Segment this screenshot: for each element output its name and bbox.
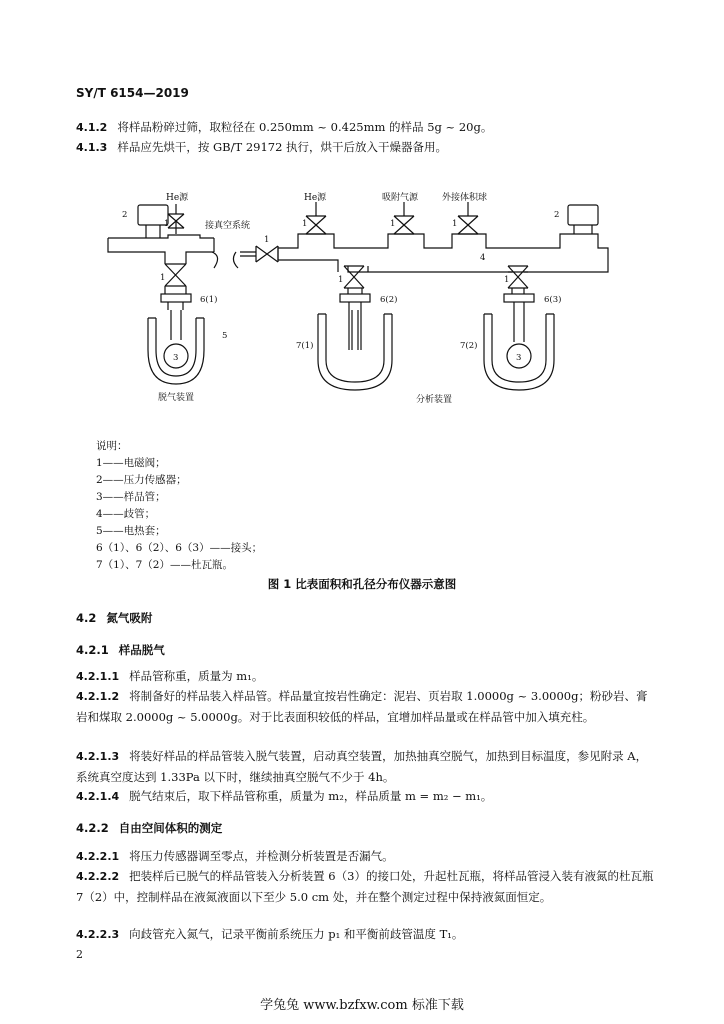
section-title: 自由空间体积的测定 — [118, 821, 223, 835]
clause-4-2-2-1 — [76, 846, 656, 867]
clause-number: 4.2.2.3 — [76, 928, 120, 941]
label-6-1: 6(1) — [200, 295, 218, 305]
clause-4-2-1-4 — [76, 786, 656, 807]
label-1-b: 1 — [302, 219, 308, 229]
label-1-g: 1 — [338, 275, 344, 285]
clause-number: 4.2.1.2 — [76, 690, 120, 703]
label-degas: 脱气装置 — [158, 393, 195, 403]
clause-number: 4.2.2.1 — [76, 850, 120, 863]
section-title: 样品脱气 — [118, 643, 165, 657]
label-1-c: 1 — [390, 219, 396, 229]
clause-4-1-3 — [76, 137, 656, 158]
label-4: 4 — [480, 253, 486, 263]
clause-number: 4.2.1.1 — [76, 670, 120, 683]
legend-item: 1——电磁阀； — [96, 457, 166, 469]
section-4-2-2 — [76, 818, 656, 838]
clause-text: 将压力传感器调至零点，并检测分析装置是否漏气。 — [129, 849, 394, 863]
figure-legend — [96, 438, 262, 574]
label-2-left: 2 — [122, 210, 128, 220]
section-number: 4.2.2 — [76, 821, 109, 835]
clause-text: 向歧管充入氮气，记录平衡前系统压力 p₁ 和平衡前歧管温度 T₁。 — [129, 927, 464, 941]
label-vacuum: 接真空系统 — [205, 221, 251, 231]
clause-number: 4.1.3 — [76, 141, 108, 154]
clause-text: 将装好样品的样品管装入脱气装置，启动真空装置，加热抽真空脱气，加热到目标温度，参见附录 A，系统真空度达到 1.33Pa 以下时，继续抽真空脱气不少于 4h。 — [76, 749, 648, 784]
label-3-left: 3 — [173, 353, 179, 363]
clause-number: 4.1.2 — [76, 121, 108, 134]
section-number: 4.2 — [76, 611, 97, 625]
instrument-diagram — [0, 190, 724, 415]
label-he-source-right: He源 — [304, 193, 327, 203]
clause-text: 将制备好的样品装入样品管。样品量宜按岩性确定：泥岩、页岩取 1.0000g ~ 3.0000g；粉砂岩、膏岩和煤取 2.0000g ~ 5.0000g。对于比表面积较低的样品，宜增加样品量或在样品管中加入填充柱。 — [76, 689, 648, 724]
label-5: 5 — [222, 331, 228, 341]
clause-text: 脱气结束后，取下样品管称重，质量为 m₂，样品质量 m = m₂ − m₁。 — [129, 789, 493, 803]
legend-item: 6（1）、6（2）、6（3）——接头； — [96, 542, 263, 554]
section-title: 氮气吸附 — [106, 611, 153, 625]
label-analysis: 分析装置 — [416, 395, 453, 405]
clause-4-2-1-3 — [76, 746, 656, 787]
clause-4-1-2 — [76, 117, 656, 138]
legend-item: 7（1）、7（2）——杜瓦瓶。 — [96, 559, 233, 571]
pressure-sensor-right — [568, 205, 598, 225]
legend-item: 3——样品管； — [96, 491, 166, 503]
clause-4-2-1-2 — [76, 686, 656, 727]
label-7-2: 7(2) — [460, 341, 478, 351]
clause-4-2-2-3 — [76, 924, 656, 945]
clause-text: 将样品粉碎过筛，取粒径在 0.250mm ~ 0.425mm 的样品 5g ~ 20g。 — [117, 120, 493, 134]
label-he-source-left: He源 — [166, 193, 189, 203]
footer-watermark: 学兔兔 www.bzfxw.com 标准下载 — [260, 998, 464, 1013]
standard-code: SY/T 6154—2019 — [76, 86, 189, 100]
figure-caption: 图 1 比表面积和孔径分布仪器示意图 — [267, 577, 457, 591]
clause-text: 样品应先烘干，按 GB/T 29172 执行，烘干后放入干燥器备用。 — [117, 140, 448, 154]
clause-text: 把装样后已脱气的样品管装入分析装置 6（3）的接口处，升起杜瓦瓶，将样品管浸入装有液氮的杜瓦瓶 7（2）中，控制样品在液氮液面以下至少 5.0 cm 处，并在整个测定过程中保持液氮面恒定。 — [76, 869, 654, 904]
clause-number: 4.2.1.4 — [76, 790, 120, 803]
clause-number: 4.2.1.3 — [76, 750, 120, 763]
legend-title: 说明： — [96, 440, 128, 452]
legend-item: 4——歧管； — [96, 508, 156, 520]
label-adsorb-source: 吸附气源 — [382, 193, 419, 203]
label-external-ball: 外接体积球 — [442, 193, 488, 203]
clause-4-2-2-2 — [76, 866, 656, 907]
section-number: 4.2.1 — [76, 643, 109, 657]
label-6-2: 6(2) — [380, 295, 398, 305]
label-3-right: 3 — [516, 353, 522, 363]
label-1-e: 1 — [264, 235, 270, 245]
label-7-1: 7(1) — [296, 341, 314, 351]
label-1-a: 1 — [164, 219, 170, 229]
legend-item: 2——压力传感器； — [96, 474, 187, 486]
section-4-2 — [76, 608, 656, 628]
clause-text: 样品管称重，质量为 m₁。 — [129, 669, 264, 683]
legend-item: 5——电热套； — [96, 525, 166, 537]
label-1-f: 1 — [160, 273, 166, 283]
clause-4-2-1-1 — [76, 666, 656, 687]
section-4-2-1 — [76, 640, 656, 660]
label-2-right: 2 — [554, 210, 560, 220]
label-6-3: 6(3) — [544, 295, 562, 305]
page-number: 2 — [76, 948, 83, 961]
clause-number: 4.2.2.2 — [76, 870, 120, 883]
label-1-h: 1 — [504, 275, 510, 285]
label-1-d: 1 — [452, 219, 458, 229]
